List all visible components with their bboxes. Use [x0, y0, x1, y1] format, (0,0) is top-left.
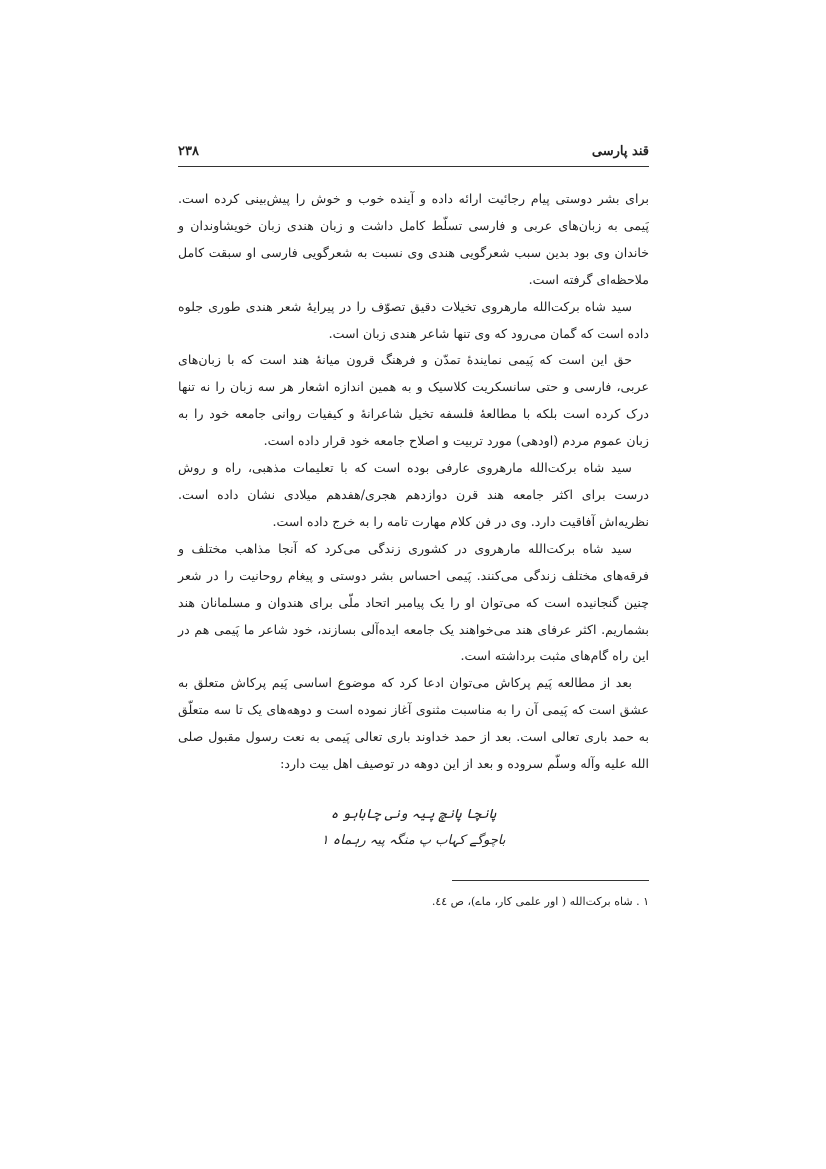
paragraph: سید شاه برکت‌الله مارهروی در کشوری زندگی می‌کرد که آنجا مذاهب مختلف و فرقه‌های مختلف زندگی می‌کنند. پَیمی احساس بشر دوستی و پیغام روحانیت را در شعر چنین گنجانیده است که می‌توان او را یک پیامبر اتحاد ملّی برای هندوان و مسلمانان هند بشماریم. اکثر عرفای هند می‌خواهند یک جامعه ایده‌آلی بسازند، خود شاعر ما پَیمی هم در این راه گام‌های مثبت برداشته است. — [178, 540, 649, 664]
paragraph: برای بشر دوستی پیام رجائیت ارائه داده و آینده خوب و خوش را پیش‌بینی کرده است. پَیمی به زبان‌های عربی و فارسی تسلّط کامل داشت و زبان هندی زبان خویشاوندان و خاندان وی بود بدین سبب شعرگویی هندی وی نسبت به شعرگویی فارسی او سبقت کامل ملاحظه‌ای گرفته است. — [178, 191, 649, 287]
page-number: ۲۳۸ — [178, 144, 199, 159]
footnote-divider — [452, 880, 649, 881]
verse-couplet — [178, 802, 649, 854]
paragraph: بعد از مطالعه پَیم پرکاش می‌توان ادعا کرد که موضوع اساسی پَیم پرکاش متعلق به عشق است که پَیمی آن را به مناسبت مثنوی آغاز نموده است و دوهه‌های یک تا سه متعلّق به حمد باری تعالی است. بعد از حمد خداوند باری تعالی پَیمی به نعت رسول مقبول صلی الله علیه وآله وسلّم سروده و بعد از این دوهه در توصیف اهل بیت دارد: — [178, 675, 649, 772]
body-text — [178, 186, 649, 778]
footnote: ۱ . شاه برکت‌الله ( اور علمی کار، ماے)، ص ٤٤. — [431, 895, 649, 908]
verse-line: باچوگے کہاب پ منگہ پیہ رہماہ ۱ — [321, 833, 506, 848]
paragraph: حق این است که پَیمی نمایندهٔ تمدّن و فرهنگ قرون میانهٔ هند است که با زبان‌های عربی، فارسی و حتی سانسکریت کلاسیک و به همین اندازه اشعار هر سه زبان را نه تنها درک کرده است بلکه با مطالعهٔ فلسفه تخیل شاعرانهٔ و کیفیات روانی جامعه خود را به زبان عموم مردم (اودهی) مورد تربیت و اصلاح جامعه خود قرار داده است. — [178, 352, 649, 449]
verse-line: پانچا پانچ پیہ ونی چاباہو ہ — [330, 807, 497, 822]
running-title: قند پارسی — [591, 144, 649, 159]
page-header — [178, 142, 649, 167]
paragraph: سید شاه برکت‌الله مارهروی تخیلات دقیق تصوّف را در پیرایهٔ شعر هندی طوری جلوه داده است که گمان می‌رود که وی تنها شاعر هندی زبان است. — [178, 298, 649, 341]
paragraph: سید شاه برکت‌الله مارهروی عارفی بوده است که با تعلیمات مذهبی، راه و روش درست برای اکثر جامعه هند قرن دوازدهم هجری/هفدهم میلادی نشان داده است. نظریه‌اش آفاقیت دارد. وی در فن کلام مهارت تامه را به خرج داده است. — [178, 460, 649, 529]
